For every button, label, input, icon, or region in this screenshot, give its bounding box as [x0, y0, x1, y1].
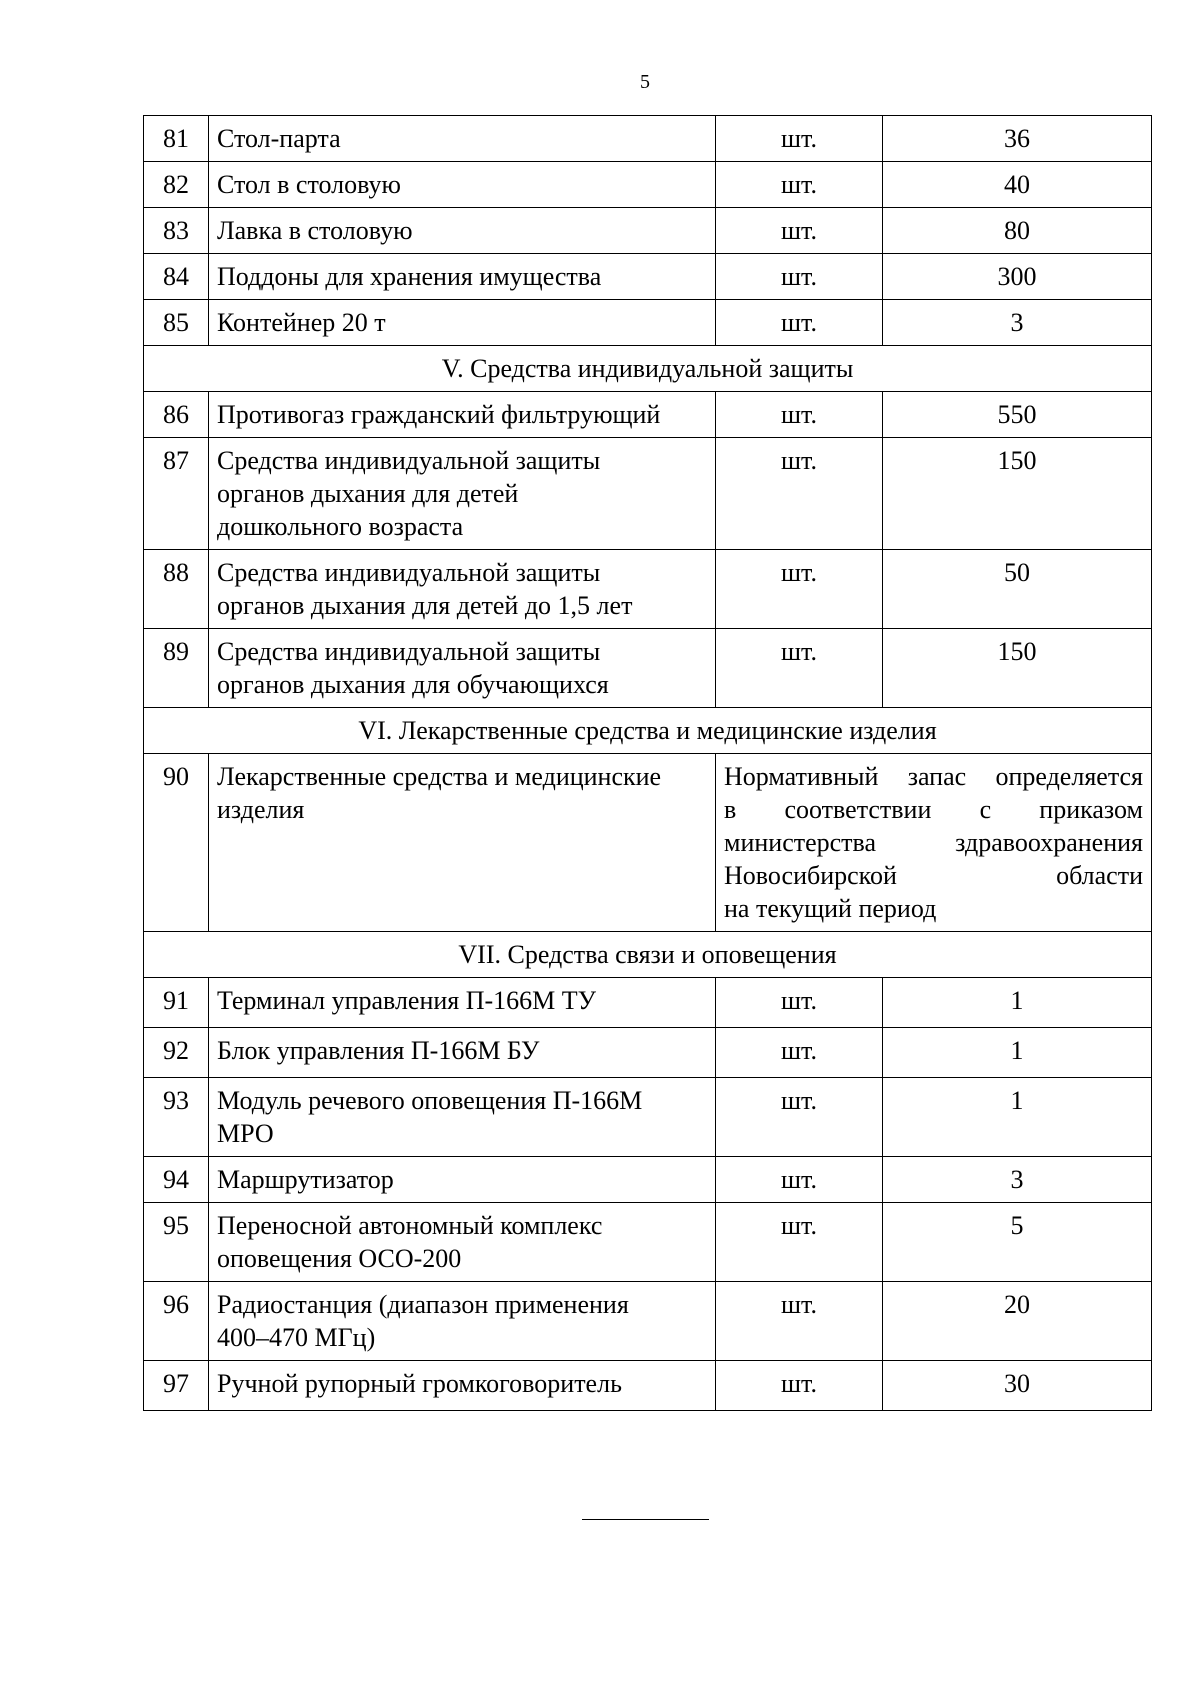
item-name-line: органов дыхания для детей: [217, 479, 519, 508]
item-unit: шт.: [716, 1157, 883, 1203]
item-note-line: Новосибирской области: [724, 861, 1143, 890]
row-number: 86: [144, 392, 209, 438]
item-quantity: 300: [883, 254, 1152, 300]
section-header-row: [144, 708, 1152, 754]
item-unit: шт.: [716, 1282, 883, 1361]
item-unit: шт.: [716, 254, 883, 300]
item-name: Лавка в столовую: [209, 208, 716, 254]
item-note-line: на текущий период: [724, 894, 937, 923]
item-name: [209, 1203, 716, 1282]
item-quantity: 5: [883, 1203, 1152, 1282]
table-row: [144, 1203, 1152, 1282]
item-name-line: Переносной автономный комплекс: [217, 1211, 603, 1240]
item-name: Ручной рупорный громкоговоритель: [209, 1361, 716, 1411]
item-quantity: 150: [883, 438, 1152, 550]
item-unit: шт.: [716, 300, 883, 346]
item-quantity: 3: [883, 1157, 1152, 1203]
row-number: 84: [144, 254, 209, 300]
table-row: [144, 300, 1152, 346]
table-row: [144, 392, 1152, 438]
item-name-line: Модуль речевого оповещения П-166М: [217, 1086, 643, 1115]
item-unit: шт.: [716, 392, 883, 438]
item-name: Маршрутизатор: [209, 1157, 716, 1203]
item-quantity: 1: [883, 1078, 1152, 1157]
item-note-line: министерства здравоохранения: [724, 828, 1143, 857]
end-of-document-rule: [582, 1519, 709, 1520]
item-quantity: 150: [883, 629, 1152, 708]
page-number: 5: [640, 71, 650, 93]
item-unit: шт.: [716, 978, 883, 1028]
item-name-line: Средства индивидуальной защиты: [217, 558, 601, 587]
table-row: [144, 978, 1152, 1028]
item-name: Стол в столовую: [209, 162, 716, 208]
item-name-line: органов дыхания для обучающихся: [217, 670, 609, 699]
section-header-row: [144, 346, 1152, 392]
row-number: 88: [144, 550, 209, 629]
table-row: [144, 754, 1152, 932]
item-unit: шт.: [716, 1078, 883, 1157]
row-number: 85: [144, 300, 209, 346]
item-quantity: 36: [883, 116, 1152, 162]
section-title: VI. Лекарственные средства и медицинские изделия: [144, 708, 1152, 754]
item-quantity: 550: [883, 392, 1152, 438]
item-name: [209, 629, 716, 708]
row-number: 95: [144, 1203, 209, 1282]
item-name: Поддоны для хранения имущества: [209, 254, 716, 300]
table-row: [144, 254, 1152, 300]
item-note-line: в соответствии с приказом: [724, 795, 1143, 824]
item-note-line: Нормативный запас определяется: [724, 762, 1143, 791]
item-name: [209, 550, 716, 629]
table-row: [144, 1028, 1152, 1078]
item-quantity: 30: [883, 1361, 1152, 1411]
row-number: 82: [144, 162, 209, 208]
item-name-line: оповещения ОСО-200: [217, 1244, 462, 1273]
item-unit: шт.: [716, 116, 883, 162]
item-name: Стол-парта: [209, 116, 716, 162]
item-unit: шт.: [716, 550, 883, 629]
row-number: 89: [144, 629, 209, 708]
row-number: 94: [144, 1157, 209, 1203]
row-number: 90: [144, 754, 209, 932]
row-number: 81: [144, 116, 209, 162]
item-quantity: 20: [883, 1282, 1152, 1361]
table-row: [144, 629, 1152, 708]
row-number: 92: [144, 1028, 209, 1078]
item-name-line: Средства индивидуальной защиты: [217, 446, 601, 475]
item-name: Противогаз гражданский фильтрующий: [209, 392, 716, 438]
item-name: Блок управления П-166М БУ: [209, 1028, 716, 1078]
section-title: V. Средства индивидуальной защиты: [144, 346, 1152, 392]
table-row: [144, 1078, 1152, 1157]
row-number: 93: [144, 1078, 209, 1157]
item-quantity: 50: [883, 550, 1152, 629]
row-number: 96: [144, 1282, 209, 1361]
table-row: [144, 1361, 1152, 1411]
table-row: [144, 208, 1152, 254]
item-name: [209, 754, 716, 932]
item-quantity: 1: [883, 1028, 1152, 1078]
table-row: [144, 550, 1152, 629]
row-number: 91: [144, 978, 209, 1028]
item-quantity: 3: [883, 300, 1152, 346]
item-unit: шт.: [716, 1361, 883, 1411]
table-row: [144, 162, 1152, 208]
item-name-line: Радиостанция (диапазон применения: [217, 1290, 629, 1319]
section-title: VII. Средства связи и оповещения: [144, 932, 1152, 978]
item-name-line: изделия: [217, 795, 305, 824]
item-unit: шт.: [716, 1028, 883, 1078]
item-unit: шт.: [716, 1203, 883, 1282]
item-quantity: 80: [883, 208, 1152, 254]
item-unit: шт.: [716, 162, 883, 208]
item-name: [209, 1282, 716, 1361]
item-quantity: 40: [883, 162, 1152, 208]
item-name-line: дошкольного возраста: [217, 512, 464, 541]
item-unit: шт.: [716, 438, 883, 550]
item-name: Контейнер 20 т: [209, 300, 716, 346]
item-name: Терминал управления П-166М ТУ: [209, 978, 716, 1028]
item-name: [209, 1078, 716, 1157]
table-row: [144, 1282, 1152, 1361]
item-name-line: Лекарственные средства и медицинские: [217, 762, 662, 791]
item-unit: шт.: [716, 208, 883, 254]
item-name: [209, 438, 716, 550]
equipment-table: [143, 115, 1152, 1411]
item-name-line: Средства индивидуальной защиты: [217, 637, 601, 666]
item-name-line: органов дыхания для детей до 1,5 лет: [217, 591, 633, 620]
item-name-line: МРО: [217, 1119, 274, 1148]
item-name-line: 400–470 МГц): [217, 1323, 376, 1352]
row-number: 97: [144, 1361, 209, 1411]
item-note: [716, 754, 1152, 932]
item-unit: шт.: [716, 629, 883, 708]
table-row: [144, 1157, 1152, 1203]
section-header-row: [144, 932, 1152, 978]
table-row: [144, 116, 1152, 162]
row-number: 83: [144, 208, 209, 254]
item-quantity: 1: [883, 978, 1152, 1028]
row-number: 87: [144, 438, 209, 550]
table-row: [144, 438, 1152, 550]
